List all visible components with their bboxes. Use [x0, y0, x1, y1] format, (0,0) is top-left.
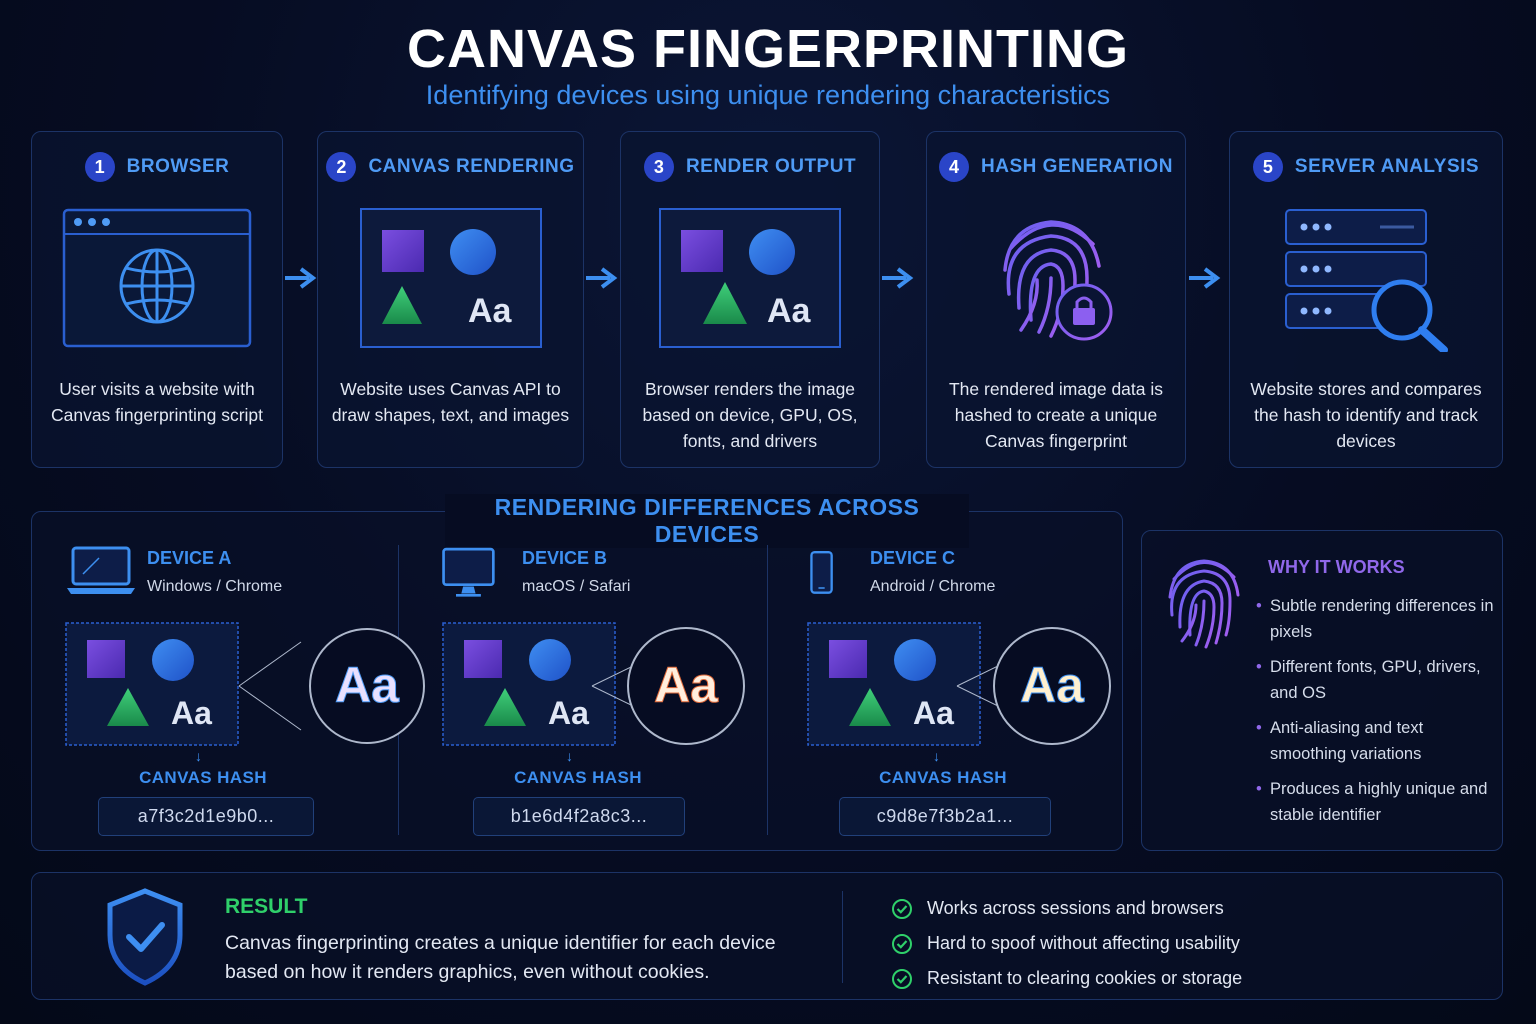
- step-card-browser: [31, 131, 283, 468]
- step-card-render-output: [620, 131, 880, 468]
- step-number: 1: [85, 152, 115, 182]
- list-item: • Anti-aliasing and text smoothing variations: [1254, 715, 1494, 767]
- step-card-canvas-rendering: [317, 131, 584, 468]
- render-output-icon: [659, 208, 841, 348]
- device-name: DEVICE B: [522, 548, 608, 568]
- device-name: DEVICE A: [147, 548, 232, 568]
- why-list: [1254, 593, 1494, 837]
- step-description: Browser renders the image based on device, GPU, OS, fonts, and drivers: [642, 379, 858, 451]
- fingerprint-lock-icon: [981, 208, 1131, 352]
- arrow-right-icon: [584, 264, 622, 292]
- result-checklist: [891, 891, 1242, 996]
- arrow-right-icon: [1187, 264, 1225, 292]
- step-description: Website stores and compares the hash to identify and track devices: [1250, 379, 1482, 451]
- device-platform: macOS / Safari: [522, 578, 631, 595]
- check-circle-icon: [891, 898, 913, 920]
- canvas-sample-text: Aa: [913, 695, 954, 731]
- arrow-right-icon: [880, 264, 918, 292]
- device-card-a: [65, 530, 425, 840]
- step-number: 4: [939, 152, 969, 182]
- canvas-shapes-icon: [360, 208, 542, 348]
- canvas-sample-text: Aa: [548, 695, 589, 731]
- result-title: RESULT: [225, 895, 308, 918]
- why-it-works-panel: [1141, 530, 1503, 851]
- canvas-sample-text: Aa: [767, 292, 811, 330]
- fingerprint-icon: [1164, 553, 1244, 649]
- device-card-c: [807, 530, 1167, 840]
- list-item: • Subtle rendering differences in pixels: [1254, 593, 1494, 645]
- down-arrow-icon: ↓: [933, 748, 940, 764]
- check-item: [891, 961, 1242, 996]
- device-card-b: [442, 530, 802, 840]
- result-panel: [31, 872, 1503, 1000]
- hash-value: c9d8e7f3b2a1...: [839, 797, 1051, 836]
- step-number: 2: [326, 152, 356, 182]
- arrow-right-icon: [283, 264, 321, 292]
- check-item: [891, 891, 1242, 926]
- list-item: • Produces a highly unique and stable identifier: [1254, 776, 1494, 828]
- page-title: CANVAS FINGERPRINTING: [406, 19, 1130, 79]
- down-arrow-icon: ↓: [195, 748, 202, 764]
- step-description: Website uses Canvas API to draw shapes, text, and images: [331, 379, 570, 425]
- step-number: 5: [1253, 152, 1283, 182]
- zoomed-sample-text: Aa: [1020, 657, 1084, 713]
- check-text: Resistant to clearing cookies or storage: [927, 968, 1243, 988]
- hash-label: CANVAS HASH: [139, 768, 267, 787]
- step-description: The rendered image data is hashed to create a unique Canvas fingerprint: [948, 379, 1164, 451]
- step-title: SERVER ANALYSIS: [1294, 156, 1480, 177]
- check-text: Works across sessions and browsers: [927, 898, 1224, 918]
- step-card-hash-generation: [926, 131, 1186, 468]
- server-search-icon: [1276, 208, 1456, 352]
- step-card-server-analysis: [1229, 131, 1503, 468]
- step-title: BROWSER: [126, 156, 230, 177]
- shield-check-icon: [104, 887, 186, 987]
- check-circle-icon: [891, 968, 913, 990]
- zoomed-sample-text: Aa: [335, 657, 399, 713]
- zoom-lens: [953, 624, 1163, 748]
- step-title: HASH GENERATION: [981, 156, 1173, 177]
- check-circle-icon: [891, 933, 913, 955]
- devices-section-title: RENDERING DIFFERENCES ACROSS DEVICES: [445, 494, 969, 548]
- hash-value: a7f3c2d1e9b0...: [98, 797, 314, 836]
- why-title: WHY IT WORKS: [1268, 557, 1405, 577]
- result-text: Canvas fingerprinting creates a unique identifier for each device based on how it renders graphics, even without cookies.: [225, 932, 776, 983]
- device-canvas-render: [65, 622, 239, 746]
- laptop-icon: [65, 544, 137, 604]
- browser-globe-icon: [62, 208, 252, 348]
- hash-value: b1e6d4f2a8c3...: [473, 797, 685, 836]
- canvas-sample-text: Aa: [171, 695, 212, 731]
- smartphone-icon: [799, 544, 855, 604]
- hash-label: CANVAS HASH: [514, 768, 642, 787]
- device-platform: Windows / Chrome: [147, 578, 283, 595]
- device-name: DEVICE C: [870, 548, 956, 568]
- check-text: Hard to spoof without affecting usability: [927, 933, 1240, 953]
- zoomed-sample-text: Aa: [654, 657, 718, 713]
- zoom-lens: [588, 624, 798, 748]
- step-title: RENDER OUTPUT: [685, 156, 857, 177]
- device-platform: Android / Chrome: [870, 578, 996, 595]
- list-item: • Different fonts, GPU, drivers, and OS: [1254, 654, 1494, 706]
- step-description: User visits a website with Canvas fingerprinting script: [50, 379, 264, 425]
- divider: [842, 891, 843, 983]
- page-subtitle: Identifying devices using unique rendering characteristics: [425, 80, 1111, 110]
- desktop-monitor-icon: [440, 544, 504, 604]
- down-arrow-icon: ↓: [566, 748, 573, 764]
- check-item: [891, 926, 1242, 961]
- step-title: CANVAS RENDERING: [368, 156, 575, 177]
- step-number: 3: [644, 152, 674, 182]
- canvas-sample-text: Aa: [467, 292, 511, 330]
- hash-label: CANVAS HASH: [879, 768, 1007, 787]
- zoom-lens: [215, 624, 425, 748]
